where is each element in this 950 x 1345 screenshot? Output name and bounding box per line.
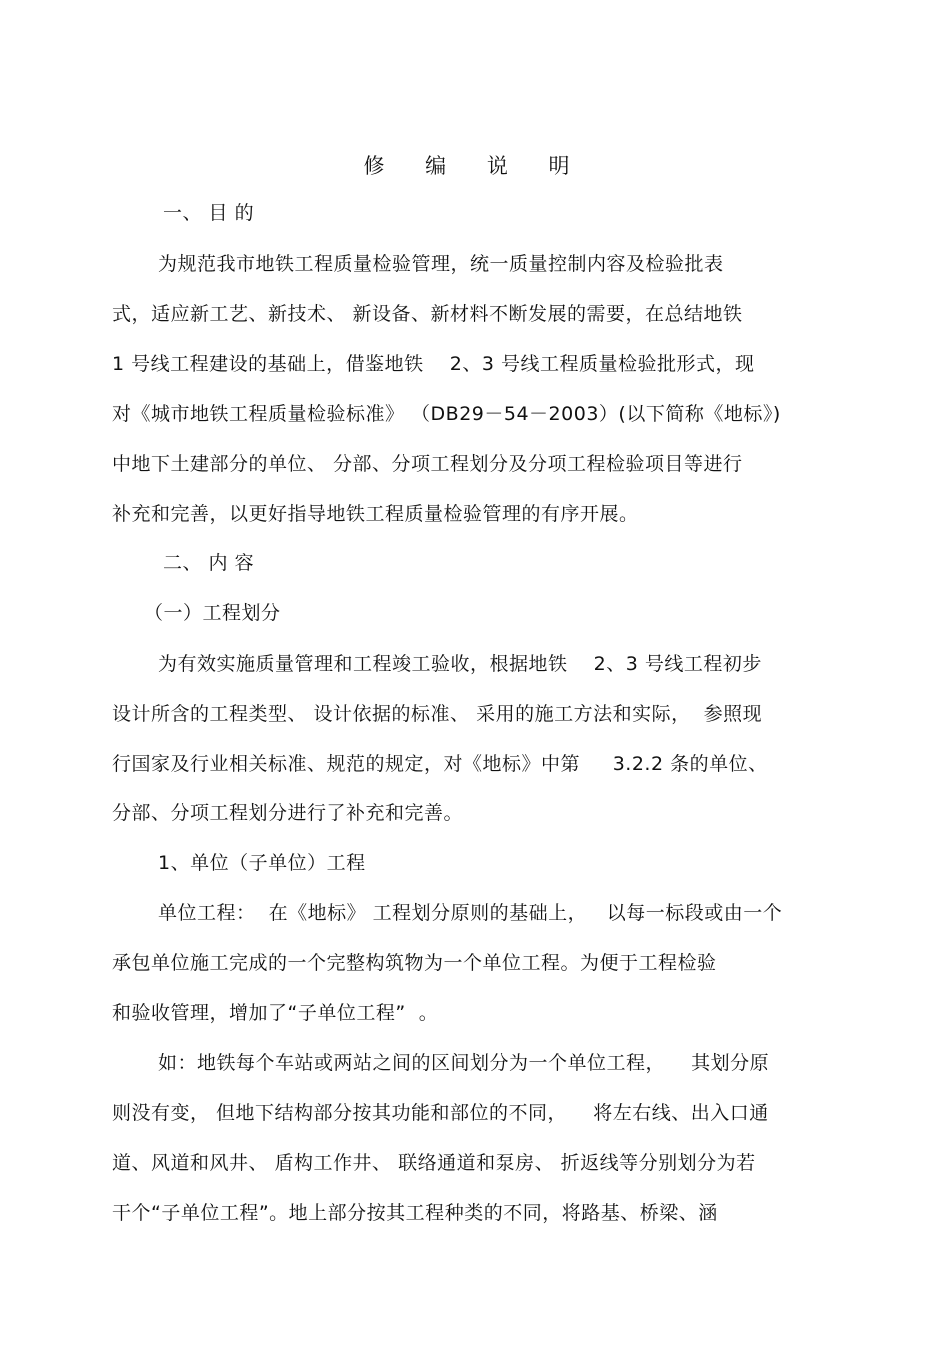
document-title: 修 编 说 明 <box>363 154 587 178</box>
item-heading-unit-project: 1、单位（子单位）工程 <box>158 852 366 874</box>
paragraph-purpose-line-5: 中地下土建部分的单位、 分部、分项工程划分及分项工程检验项目等进行 <box>112 453 743 475</box>
paragraph-example-line-2: 则没有变， 但地下结构部分按其功能和部位的不同， 将左右线、出入口通 <box>112 1102 769 1124</box>
section-heading-purpose: 一、 目 的 <box>163 202 255 224</box>
paragraph-division-line-2: 设计所含的工程类型、 设计依据的标准、 采用的施工方法和实际， 参照现 <box>112 703 763 725</box>
subsection-heading-division: （一）工程划分 <box>144 602 281 624</box>
paragraph-example-line-1: 如：地铁每个车站或两站之间的区间划分为一个单位工程， 其划分原 <box>158 1052 770 1074</box>
section-heading-content: 二、 内 容 <box>163 552 255 574</box>
paragraph-unit-line-3: 和验收管理，增加了“子单位工程” 。 <box>112 1002 439 1024</box>
paragraph-purpose-line-1: 为规范我市地铁工程质量检验管理，统一质量控制内容及检验批表 <box>158 253 724 275</box>
paragraph-purpose-line-3: 1 号线工程建设的基础上，借鉴地铁 2、3 号线工程质量检验批形式，现 <box>112 353 755 375</box>
paragraph-division-line-1: 为有效实施质量管理和工程竣工验收，根据地铁 2、3 号线工程初步 <box>158 653 762 675</box>
paragraph-purpose-line-4: 对《城市地铁工程质量检验标准》 （DB29－54－2003）(以下简称《地标》) <box>112 403 781 425</box>
paragraph-example-line-4: 干个“子单位工程”。地上部分按其工程种类的不同，将路基、桥梁、涵 <box>112 1202 718 1224</box>
paragraph-purpose-line-2: 式，适应新工艺、新技术、 新设备、新材料不断发展的需要，在总结地铁 <box>112 303 743 325</box>
paragraph-division-line-3: 行国家及行业相关标准、规范的规定，对《地标》中第 3.2.2 条的单位、 <box>112 753 768 775</box>
paragraph-purpose-line-6: 补充和完善，以更好指导地铁工程质量检验管理的有序开展。 <box>112 503 639 525</box>
paragraph-unit-line-1: 单位工程： 在《地标》 工程划分原则的基础上， 以每一标段或由一个 <box>158 902 783 924</box>
paragraph-example-line-3: 道、风道和风井、 盾构工作井、 联络通道和泵房、 折返线等分别划分为若 <box>112 1152 756 1174</box>
paragraph-unit-line-2: 承包单位施工完成的一个完整构筑物为一个单位工程。为便于工程检验 <box>112 952 717 974</box>
paragraph-division-line-4: 分部、分项工程划分进行了补充和完善。 <box>112 802 464 824</box>
